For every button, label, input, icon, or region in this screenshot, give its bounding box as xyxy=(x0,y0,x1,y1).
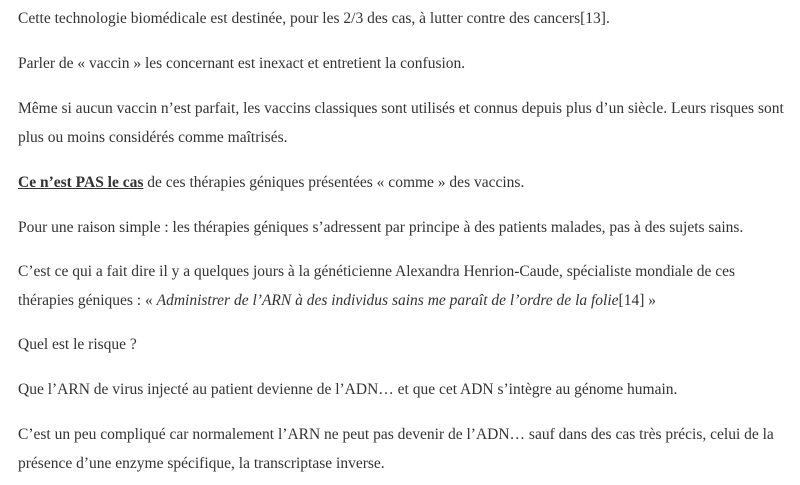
footnote-link-13[interactable]: [13] xyxy=(580,10,606,27)
paragraph-text: Même si aucun vaccin n’est parfait, les vaccins classiques sont utilisés et connus depuis plus d’un siècle. Leurs risques sont plus ou moins considérés comme maîtrisés. xyxy=(18,100,784,146)
paragraph-question xyxy=(18,330,788,359)
paragraph-text: Pour une raison simple : les thérapies géniques s’adressent par principe à des patients malades, pas à des sujets sains. xyxy=(18,219,744,236)
paragraph-text: Parler de « vaccin » les concernant est inexact et entretient la confusion. xyxy=(18,55,466,72)
paragraph-simple-reason xyxy=(18,213,788,242)
paragraph-tail: » xyxy=(644,292,656,309)
paragraph-text: Cette technologie biomédicale est destinée, pour les 2/3 des cas, à lutter contre des cancers xyxy=(18,10,581,27)
paragraph-classic-vaccines xyxy=(18,94,788,152)
paragraph-quote xyxy=(18,257,788,315)
emphasis-not-the-case: Ce n’est PAS le cas xyxy=(18,174,144,191)
paragraph-risk xyxy=(18,375,788,404)
paragraph-text: de ces thérapies géniques présentées « comme » des vaccins. xyxy=(143,174,525,191)
paragraph-not-the-case xyxy=(18,168,788,197)
quote-text: Administrer de l’ARN à des individus sains me paraît de l’ordre de la folie xyxy=(156,292,619,309)
paragraph-reverse-transcriptase xyxy=(18,420,788,478)
paragraph-text: C’est un peu compliqué car normalement l’ARN ne peut pas devenir de l’ADN… sauf dans des cas très précis, celui de la présence d’une enzyme spécifique, la transcriptase inverse. xyxy=(18,426,774,472)
paragraph-text: Quel est le risque ? xyxy=(18,336,137,353)
paragraph-cancer-use xyxy=(18,4,788,33)
paragraph-text: Que l’ARN de virus injecté au patient devienne de l’ADN… et que cet ADN s’intègre au génome humain. xyxy=(18,381,678,398)
paragraph-vaccine-term xyxy=(18,49,788,78)
paragraph-text: C’est ce qui a fait dire il y a quelques jours à la généticienne Alexandra Henrion-Caude, spécialiste mondiale de ces thérapies géniques : « xyxy=(18,263,736,309)
footnote-link-14[interactable]: [14] xyxy=(618,292,645,309)
paragraph-tail: . xyxy=(605,10,610,27)
